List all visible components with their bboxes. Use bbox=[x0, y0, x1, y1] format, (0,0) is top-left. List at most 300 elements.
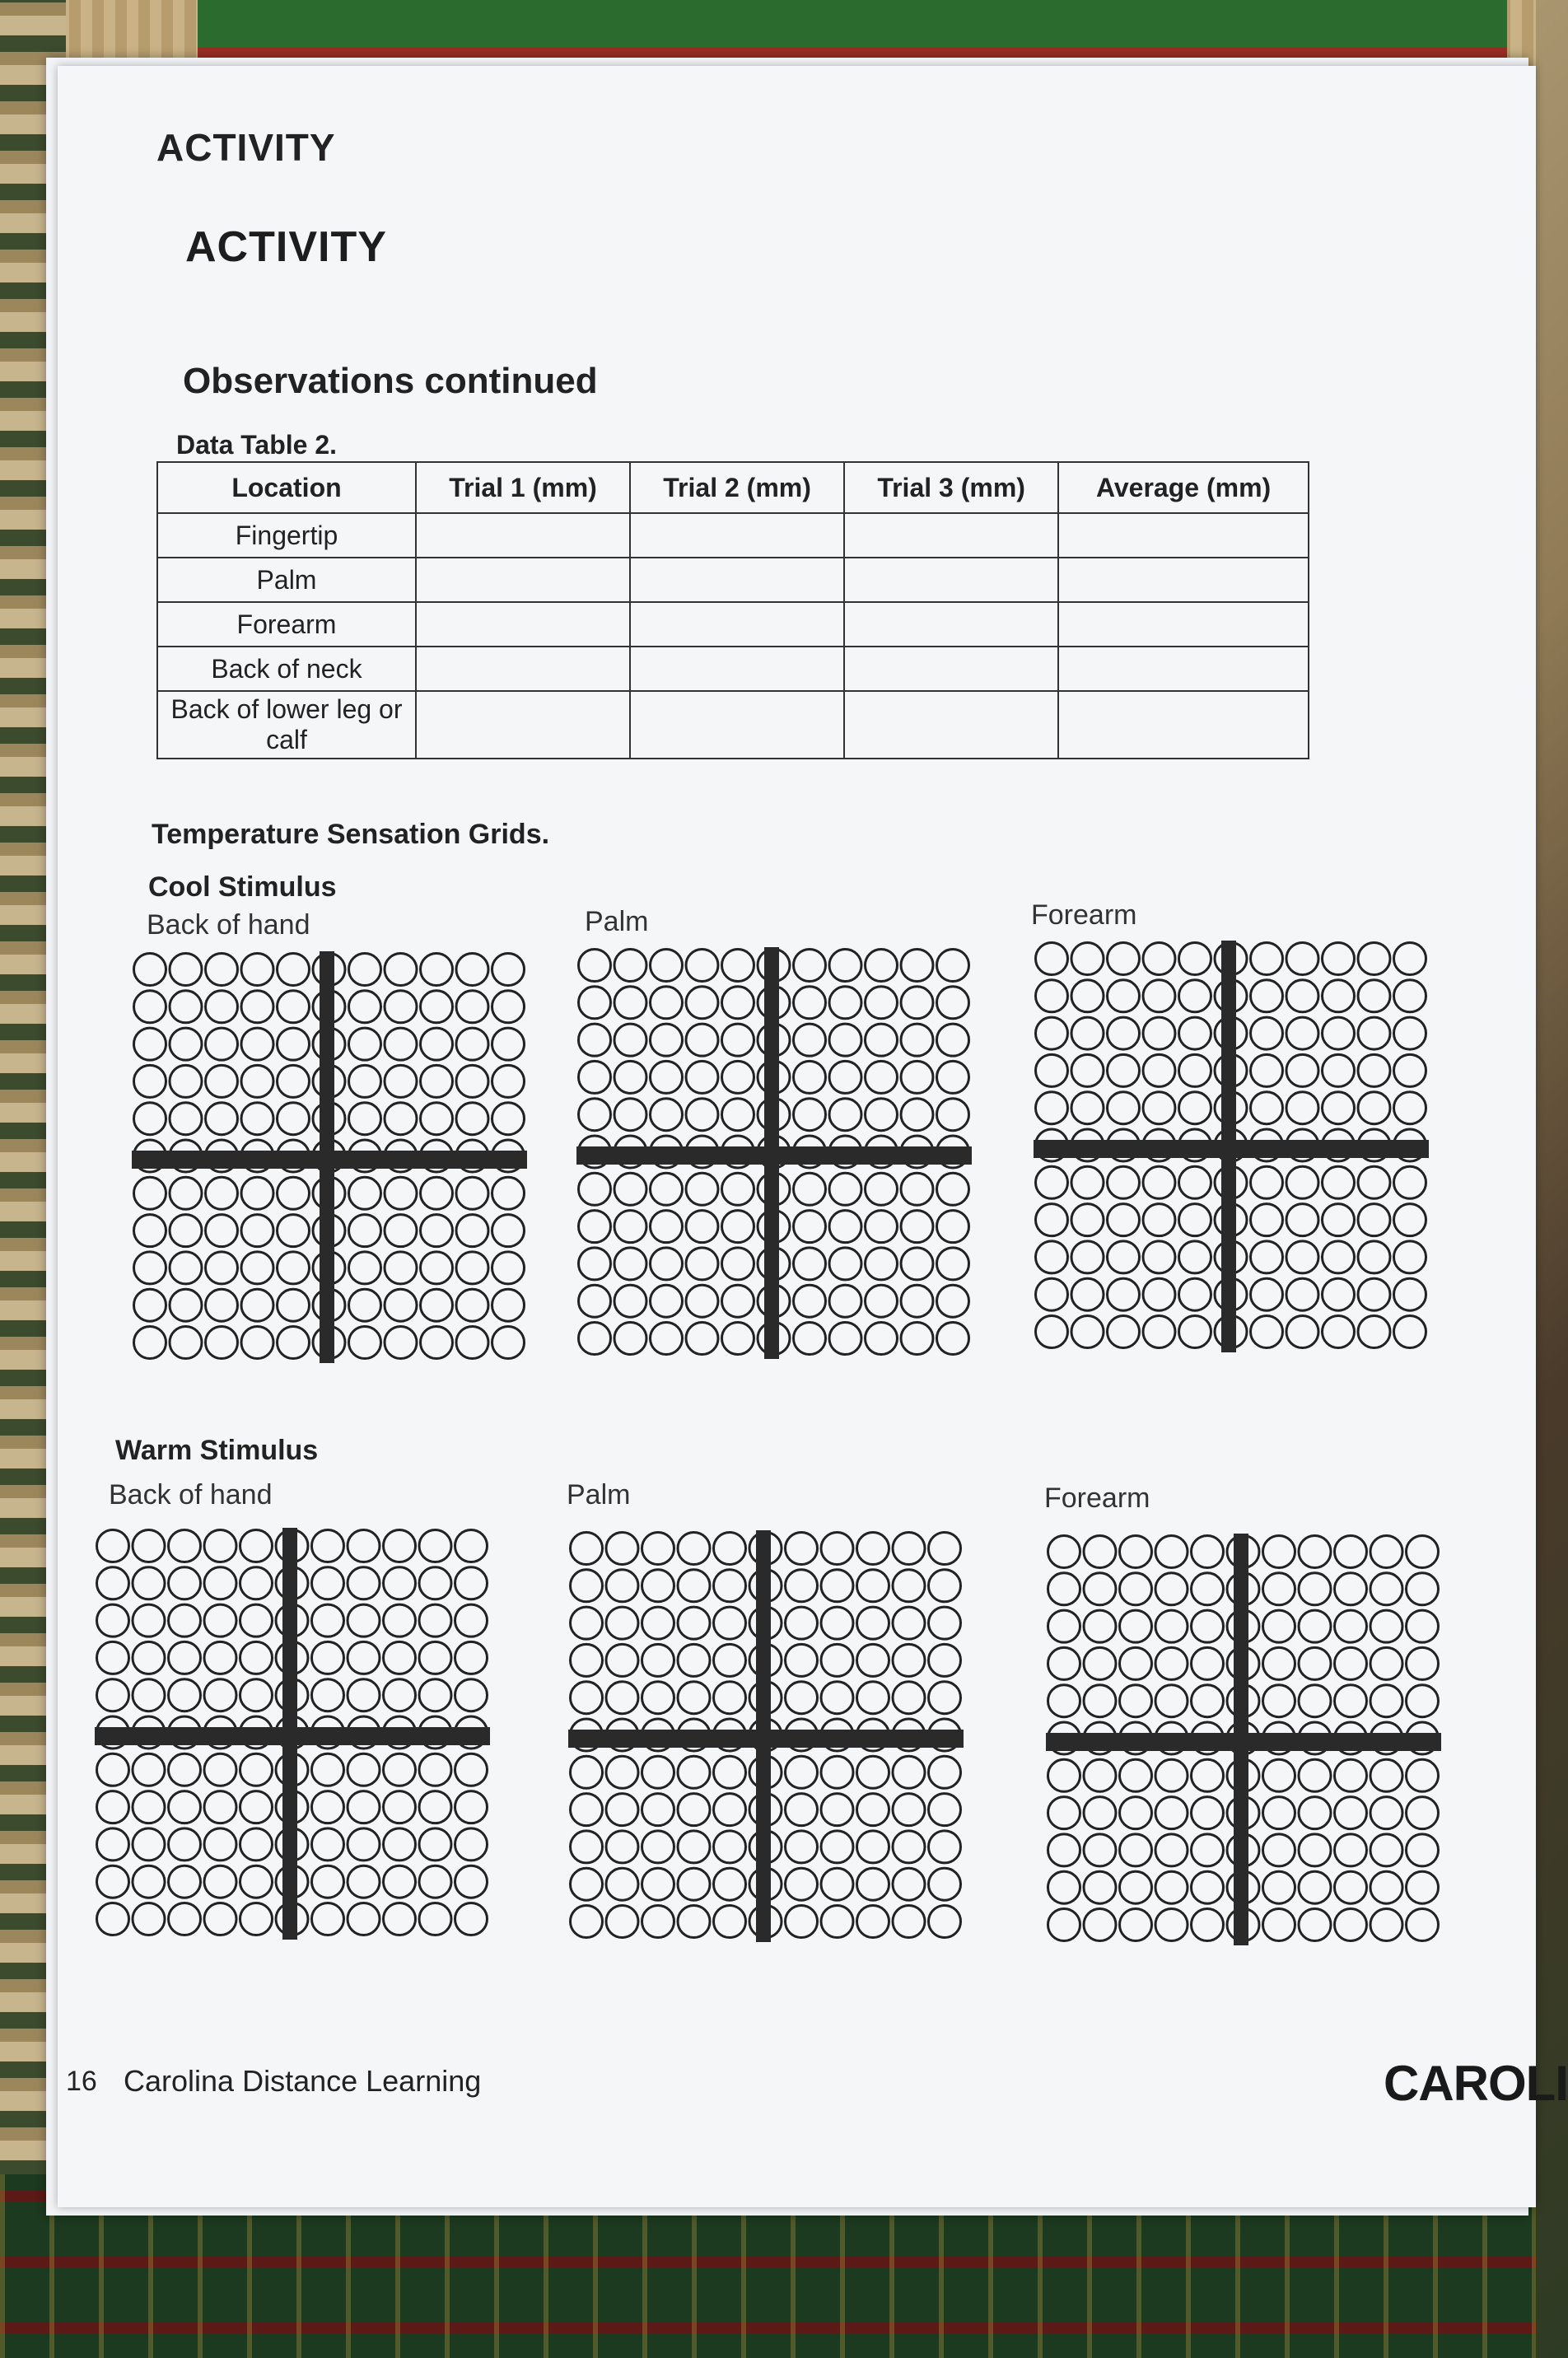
sensation-circle[interactable] bbox=[419, 1604, 451, 1637]
sensation-circle[interactable] bbox=[821, 1644, 853, 1676]
sensation-circle[interactable] bbox=[1155, 1536, 1188, 1568]
sensation-circle[interactable] bbox=[579, 1323, 611, 1355]
sensation-circle[interactable] bbox=[937, 950, 969, 982]
sensation-circle[interactable] bbox=[642, 1831, 674, 1863]
sensation-circle[interactable] bbox=[1299, 1685, 1331, 1717]
sensation-circle[interactable] bbox=[1084, 1573, 1116, 1605]
sensation-circle[interactable] bbox=[606, 1831, 638, 1863]
sensation-circle[interactable] bbox=[1155, 1573, 1188, 1605]
sensation-circle[interactable] bbox=[169, 1828, 201, 1861]
sensation-circle[interactable] bbox=[1358, 1241, 1390, 1273]
sensation-circle[interactable] bbox=[1108, 1092, 1140, 1124]
sensation-circle[interactable] bbox=[829, 1211, 861, 1243]
sensation-circle[interactable] bbox=[206, 1215, 238, 1247]
sensation-circle[interactable] bbox=[1071, 1204, 1104, 1236]
average-cell[interactable] bbox=[1058, 513, 1309, 558]
sensation-circle[interactable] bbox=[1192, 1685, 1224, 1717]
sensation-circle[interactable] bbox=[579, 987, 611, 1019]
sensation-circle[interactable] bbox=[455, 1567, 488, 1599]
sensation-circle[interactable] bbox=[722, 1211, 754, 1243]
sensation-circle[interactable] bbox=[456, 1289, 488, 1321]
sensation-circle[interactable] bbox=[134, 1177, 166, 1209]
sensation-circle[interactable] bbox=[571, 1756, 603, 1788]
sensation-circle[interactable] bbox=[1335, 1573, 1367, 1605]
sensation-circle[interactable] bbox=[348, 1567, 380, 1599]
sensation-circle[interactable] bbox=[1323, 1166, 1355, 1198]
sensation-circle[interactable] bbox=[686, 1211, 718, 1243]
sensation-circle[interactable] bbox=[606, 1906, 638, 1938]
sensation-circle[interactable] bbox=[134, 1028, 166, 1060]
sensation-circle[interactable] bbox=[455, 1865, 488, 1898]
sensation-circle[interactable] bbox=[571, 1831, 603, 1863]
sensation-circle[interactable] bbox=[1048, 1759, 1080, 1791]
sensation-circle[interactable] bbox=[419, 1567, 451, 1599]
sensation-circle[interactable] bbox=[1071, 980, 1104, 1012]
sensation-circle[interactable] bbox=[240, 1903, 273, 1935]
sensation-circle[interactable] bbox=[794, 1248, 826, 1280]
sensation-circle[interactable] bbox=[678, 1794, 710, 1826]
sensation-circle[interactable] bbox=[206, 1028, 238, 1060]
sensation-circle[interactable] bbox=[786, 1794, 818, 1826]
sensation-circle[interactable] bbox=[170, 1065, 202, 1097]
sensation-circle[interactable] bbox=[678, 1906, 710, 1938]
sensation-circle[interactable] bbox=[455, 1604, 488, 1637]
sensation-circle[interactable] bbox=[642, 1607, 674, 1639]
warm-back-of-hand-grid[interactable] bbox=[95, 1528, 490, 1940]
sensation-circle[interactable] bbox=[97, 1828, 129, 1861]
trial-1-cell[interactable] bbox=[416, 691, 630, 759]
sensation-circle[interactable] bbox=[1394, 1204, 1426, 1236]
sensation-circle[interactable] bbox=[866, 1211, 898, 1243]
sensation-circle[interactable] bbox=[821, 1682, 853, 1714]
sensation-circle[interactable] bbox=[714, 1533, 746, 1565]
sensation-circle[interactable] bbox=[579, 950, 611, 982]
sensation-circle[interactable] bbox=[786, 1906, 818, 1938]
sensation-circle[interactable] bbox=[1394, 1017, 1426, 1049]
sensation-circle[interactable] bbox=[1192, 1797, 1224, 1829]
sensation-circle[interactable] bbox=[312, 1828, 344, 1861]
sensation-circle[interactable] bbox=[857, 1868, 889, 1900]
sensation-circle[interactable] bbox=[1179, 1166, 1211, 1198]
sensation-circle[interactable] bbox=[1120, 1871, 1152, 1903]
sensation-circle[interactable] bbox=[786, 1756, 818, 1788]
sensation-circle[interactable] bbox=[714, 1868, 746, 1900]
sensation-circle[interactable] bbox=[1143, 943, 1175, 975]
sensation-circle[interactable] bbox=[348, 1791, 380, 1823]
sensation-circle[interactable] bbox=[893, 1570, 925, 1602]
sensation-circle[interactable] bbox=[901, 987, 933, 1019]
sensation-circle[interactable] bbox=[1251, 1092, 1283, 1124]
sensation-circle[interactable] bbox=[206, 991, 238, 1023]
sensation-circle[interactable] bbox=[348, 1679, 380, 1711]
sensation-circle[interactable] bbox=[866, 1024, 898, 1056]
sensation-circle[interactable] bbox=[241, 1177, 273, 1209]
sensation-circle[interactable] bbox=[1358, 943, 1390, 975]
sensation-circle[interactable] bbox=[204, 1530, 236, 1562]
sensation-circle[interactable] bbox=[686, 1061, 718, 1093]
sensation-circle[interactable] bbox=[1335, 1759, 1367, 1791]
sensation-circle[interactable] bbox=[1192, 1573, 1224, 1605]
sensation-circle[interactable] bbox=[821, 1570, 853, 1602]
trial-2-cell[interactable] bbox=[630, 691, 844, 759]
sensation-circle[interactable] bbox=[240, 1567, 273, 1599]
sensation-circle[interactable] bbox=[241, 1103, 273, 1135]
sensation-circle[interactable] bbox=[240, 1791, 273, 1823]
sensation-circle[interactable] bbox=[455, 1828, 488, 1861]
sensation-circle[interactable] bbox=[821, 1868, 853, 1900]
sensation-circle[interactable] bbox=[786, 1644, 818, 1676]
average-cell[interactable] bbox=[1058, 647, 1309, 691]
sensation-circle[interactable] bbox=[1084, 1685, 1116, 1717]
sensation-circle[interactable] bbox=[614, 1099, 646, 1131]
sensation-circle[interactable] bbox=[642, 1682, 674, 1714]
sensation-circle[interactable] bbox=[1323, 1054, 1355, 1086]
sensation-circle[interactable] bbox=[1251, 1054, 1283, 1086]
sensation-circle[interactable] bbox=[1036, 1054, 1068, 1086]
sensation-circle[interactable] bbox=[722, 1024, 754, 1056]
sensation-circle[interactable] bbox=[1358, 1278, 1390, 1310]
sensation-circle[interactable] bbox=[456, 1215, 488, 1247]
sensation-circle[interactable] bbox=[492, 991, 525, 1023]
sensation-circle[interactable] bbox=[278, 1252, 310, 1284]
sensation-circle[interactable] bbox=[642, 1906, 674, 1938]
sensation-circle[interactable] bbox=[1394, 1316, 1426, 1348]
sensation-circle[interactable] bbox=[857, 1794, 889, 1826]
sensation-circle[interactable] bbox=[1299, 1759, 1331, 1791]
sensation-circle[interactable] bbox=[1251, 1278, 1283, 1310]
sensation-circle[interactable] bbox=[686, 1285, 718, 1317]
sensation-circle[interactable] bbox=[1108, 1017, 1140, 1049]
sensation-circle[interactable] bbox=[686, 1099, 718, 1131]
sensation-circle[interactable] bbox=[169, 1903, 201, 1935]
sensation-circle[interactable] bbox=[419, 1828, 451, 1861]
sensation-circle[interactable] bbox=[1263, 1536, 1295, 1568]
sensation-circle[interactable] bbox=[1370, 1759, 1402, 1791]
sensation-circle[interactable] bbox=[312, 1753, 344, 1786]
sensation-circle[interactable] bbox=[606, 1644, 638, 1676]
sensation-circle[interactable] bbox=[169, 1641, 201, 1674]
sensation-circle[interactable] bbox=[1263, 1685, 1295, 1717]
sensation-circle[interactable] bbox=[714, 1607, 746, 1639]
sensation-circle[interactable] bbox=[204, 1641, 236, 1674]
sensation-circle[interactable] bbox=[1323, 1278, 1355, 1310]
sensation-circle[interactable] bbox=[385, 1103, 417, 1135]
sensation-circle[interactable] bbox=[893, 1794, 925, 1826]
sensation-circle[interactable] bbox=[786, 1607, 818, 1639]
sensation-circle[interactable] bbox=[794, 987, 826, 1019]
sensation-circle[interactable] bbox=[579, 1173, 611, 1205]
sensation-circle[interactable] bbox=[929, 1533, 961, 1565]
trial-2-cell[interactable] bbox=[630, 513, 844, 558]
sensation-circle[interactable] bbox=[1286, 1017, 1318, 1049]
sensation-circle[interactable] bbox=[642, 1756, 674, 1788]
sensation-circle[interactable] bbox=[492, 1177, 525, 1209]
sensation-circle[interactable] bbox=[571, 1868, 603, 1900]
sensation-circle[interactable] bbox=[241, 954, 273, 986]
sensation-circle[interactable] bbox=[1407, 1573, 1439, 1605]
sensation-circle[interactable] bbox=[651, 1061, 683, 1093]
sensation-circle[interactable] bbox=[241, 991, 273, 1023]
sensation-circle[interactable] bbox=[1323, 980, 1355, 1012]
sensation-circle[interactable] bbox=[455, 1791, 488, 1823]
sensation-circle[interactable] bbox=[901, 1099, 933, 1131]
sensation-circle[interactable] bbox=[349, 1289, 381, 1321]
sensation-circle[interactable] bbox=[1084, 1647, 1116, 1679]
sensation-circle[interactable] bbox=[1179, 1316, 1211, 1348]
sensation-circle[interactable] bbox=[169, 1679, 201, 1711]
sensation-circle[interactable] bbox=[240, 1679, 273, 1711]
sensation-circle[interactable] bbox=[1108, 1241, 1140, 1273]
sensation-circle[interactable] bbox=[1155, 1834, 1188, 1866]
sensation-circle[interactable] bbox=[385, 1252, 417, 1284]
sensation-circle[interactable] bbox=[1143, 1241, 1175, 1273]
sensation-circle[interactable] bbox=[456, 1252, 488, 1284]
sensation-circle[interactable] bbox=[1263, 1834, 1295, 1866]
sensation-circle[interactable] bbox=[1286, 1278, 1318, 1310]
sensation-circle[interactable] bbox=[1179, 1017, 1211, 1049]
sensation-circle[interactable] bbox=[1407, 1834, 1439, 1866]
sensation-circle[interactable] bbox=[1192, 1610, 1224, 1642]
sensation-circle[interactable] bbox=[134, 1252, 166, 1284]
sensation-circle[interactable] bbox=[1286, 1204, 1318, 1236]
sensation-circle[interactable] bbox=[1036, 1278, 1068, 1310]
sensation-circle[interactable] bbox=[204, 1567, 236, 1599]
sensation-circle[interactable] bbox=[492, 1289, 525, 1321]
sensation-circle[interactable] bbox=[866, 1061, 898, 1093]
sensation-circle[interactable] bbox=[204, 1828, 236, 1861]
sensation-circle[interactable] bbox=[492, 1028, 525, 1060]
sensation-circle[interactable] bbox=[1358, 1017, 1390, 1049]
sensation-circle[interactable] bbox=[1370, 1573, 1402, 1605]
sensation-circle[interactable] bbox=[133, 1865, 165, 1898]
sensation-circle[interactable] bbox=[821, 1906, 853, 1938]
sensation-circle[interactable] bbox=[714, 1682, 746, 1714]
sensation-circle[interactable] bbox=[1143, 1204, 1175, 1236]
sensation-circle[interactable] bbox=[714, 1831, 746, 1863]
sensation-circle[interactable] bbox=[241, 1289, 273, 1321]
sensation-circle[interactable] bbox=[794, 950, 826, 982]
sensation-circle[interactable] bbox=[829, 1061, 861, 1093]
sensation-circle[interactable] bbox=[349, 1252, 381, 1284]
sensation-circle[interactable] bbox=[606, 1756, 638, 1788]
sensation-circle[interactable] bbox=[929, 1756, 961, 1788]
sensation-circle[interactable] bbox=[385, 1215, 417, 1247]
sensation-circle[interactable] bbox=[642, 1533, 674, 1565]
sensation-circle[interactable] bbox=[1394, 1166, 1426, 1198]
sensation-circle[interactable] bbox=[579, 1024, 611, 1056]
sensation-circle[interactable] bbox=[169, 1530, 201, 1562]
sensation-circle[interactable] bbox=[241, 1065, 273, 1097]
sensation-circle[interactable] bbox=[1036, 943, 1068, 975]
sensation-circle[interactable] bbox=[579, 1099, 611, 1131]
sensation-circle[interactable] bbox=[614, 950, 646, 982]
sensation-circle[interactable] bbox=[893, 1682, 925, 1714]
sensation-circle[interactable] bbox=[312, 1903, 344, 1935]
sensation-circle[interactable] bbox=[133, 1903, 165, 1935]
sensation-circle[interactable] bbox=[1407, 1685, 1439, 1717]
sensation-circle[interactable] bbox=[1143, 1166, 1175, 1198]
sensation-circle[interactable] bbox=[1120, 1573, 1152, 1605]
sensation-circle[interactable] bbox=[419, 1753, 451, 1786]
sensation-circle[interactable] bbox=[829, 1024, 861, 1056]
sensation-circle[interactable] bbox=[1299, 1834, 1331, 1866]
sensation-circle[interactable] bbox=[1179, 1204, 1211, 1236]
sensation-circle[interactable] bbox=[1299, 1573, 1331, 1605]
sensation-circle[interactable] bbox=[1071, 1017, 1104, 1049]
sensation-circle[interactable] bbox=[1048, 1909, 1080, 1941]
sensation-circle[interactable] bbox=[206, 1103, 238, 1135]
sensation-circle[interactable] bbox=[686, 1173, 718, 1205]
sensation-circle[interactable] bbox=[1120, 1834, 1152, 1866]
sensation-circle[interactable] bbox=[421, 991, 453, 1023]
sensation-circle[interactable] bbox=[1084, 1759, 1116, 1791]
sensation-circle[interactable] bbox=[937, 1061, 969, 1093]
sensation-circle[interactable] bbox=[278, 1289, 310, 1321]
sensation-circle[interactable] bbox=[456, 1065, 488, 1097]
sensation-circle[interactable] bbox=[421, 1103, 453, 1135]
sensation-circle[interactable] bbox=[821, 1607, 853, 1639]
sensation-circle[interactable] bbox=[169, 1753, 201, 1786]
sensation-circle[interactable] bbox=[169, 1567, 201, 1599]
sensation-circle[interactable] bbox=[492, 1103, 525, 1135]
sensation-circle[interactable] bbox=[384, 1567, 416, 1599]
sensation-circle[interactable] bbox=[893, 1607, 925, 1639]
sensation-circle[interactable] bbox=[204, 1791, 236, 1823]
sensation-circle[interactable] bbox=[714, 1644, 746, 1676]
sensation-circle[interactable] bbox=[1036, 980, 1068, 1012]
sensation-circle[interactable] bbox=[1263, 1909, 1295, 1941]
sensation-circle[interactable] bbox=[349, 1065, 381, 1097]
sensation-circle[interactable] bbox=[1155, 1685, 1188, 1717]
sensation-circle[interactable] bbox=[937, 1211, 969, 1243]
sensation-circle[interactable] bbox=[866, 1285, 898, 1317]
sensation-circle[interactable] bbox=[384, 1753, 416, 1786]
sensation-circle[interactable] bbox=[456, 954, 488, 986]
sensation-circle[interactable] bbox=[1323, 1092, 1355, 1124]
sensation-circle[interactable] bbox=[1071, 943, 1104, 975]
sensation-circle[interactable] bbox=[97, 1567, 129, 1599]
sensation-circle[interactable] bbox=[929, 1682, 961, 1714]
sensation-circle[interactable] bbox=[312, 1567, 344, 1599]
sensation-circle[interactable] bbox=[384, 1903, 416, 1935]
sensation-circle[interactable] bbox=[829, 1173, 861, 1205]
average-cell[interactable] bbox=[1058, 691, 1309, 759]
sensation-circle[interactable] bbox=[678, 1682, 710, 1714]
sensation-circle[interactable] bbox=[614, 1323, 646, 1355]
sensation-circle[interactable] bbox=[1143, 980, 1175, 1012]
sensation-circle[interactable] bbox=[901, 950, 933, 982]
sensation-circle[interactable] bbox=[614, 1248, 646, 1280]
sensation-circle[interactable] bbox=[857, 1533, 889, 1565]
sensation-circle[interactable] bbox=[456, 1327, 488, 1359]
sensation-circle[interactable] bbox=[1286, 1316, 1318, 1348]
sensation-circle[interactable] bbox=[206, 1289, 238, 1321]
sensation-circle[interactable] bbox=[893, 1831, 925, 1863]
sensation-circle[interactable] bbox=[857, 1682, 889, 1714]
sensation-circle[interactable] bbox=[134, 1215, 166, 1247]
trial-2-cell[interactable] bbox=[630, 647, 844, 691]
sensation-circle[interactable] bbox=[1394, 980, 1426, 1012]
sensation-circle[interactable] bbox=[1286, 1054, 1318, 1086]
sensation-circle[interactable] bbox=[901, 1173, 933, 1205]
sensation-circle[interactable] bbox=[829, 1099, 861, 1131]
sensation-circle[interactable] bbox=[384, 1791, 416, 1823]
sensation-circle[interactable] bbox=[1036, 1166, 1068, 1198]
sensation-circle[interactable] bbox=[97, 1641, 129, 1674]
sensation-circle[interactable] bbox=[929, 1868, 961, 1900]
sensation-circle[interactable] bbox=[857, 1756, 889, 1788]
sensation-circle[interactable] bbox=[937, 1323, 969, 1355]
sensation-circle[interactable] bbox=[421, 1177, 453, 1209]
sensation-circle[interactable] bbox=[1120, 1610, 1152, 1642]
sensation-circle[interactable] bbox=[678, 1533, 710, 1565]
sensation-circle[interactable] bbox=[1192, 1909, 1224, 1941]
sensation-circle[interactable] bbox=[134, 1103, 166, 1135]
sensation-circle[interactable] bbox=[1108, 1204, 1140, 1236]
sensation-circle[interactable] bbox=[821, 1794, 853, 1826]
sensation-circle[interactable] bbox=[278, 1028, 310, 1060]
sensation-circle[interactable] bbox=[97, 1679, 129, 1711]
sensation-circle[interactable] bbox=[1286, 1241, 1318, 1273]
sensation-circle[interactable] bbox=[421, 1215, 453, 1247]
sensation-circle[interactable] bbox=[794, 1285, 826, 1317]
sensation-circle[interactable] bbox=[722, 1061, 754, 1093]
sensation-circle[interactable] bbox=[794, 1024, 826, 1056]
sensation-circle[interactable] bbox=[722, 1248, 754, 1280]
sensation-circle[interactable] bbox=[829, 987, 861, 1019]
sensation-circle[interactable] bbox=[1048, 1536, 1080, 1568]
sensation-circle[interactable] bbox=[1335, 1871, 1367, 1903]
sensation-circle[interactable] bbox=[714, 1756, 746, 1788]
sensation-circle[interactable] bbox=[1370, 1797, 1402, 1829]
sensation-circle[interactable] bbox=[133, 1530, 165, 1562]
sensation-circle[interactable] bbox=[857, 1644, 889, 1676]
sensation-circle[interactable] bbox=[419, 1791, 451, 1823]
sensation-circle[interactable] bbox=[385, 954, 417, 986]
sensation-circle[interactable] bbox=[1263, 1647, 1295, 1679]
sensation-circle[interactable] bbox=[1335, 1685, 1367, 1717]
sensation-circle[interactable] bbox=[1407, 1909, 1439, 1941]
sensation-circle[interactable] bbox=[579, 1211, 611, 1243]
sensation-circle[interactable] bbox=[1143, 1092, 1175, 1124]
sensation-circle[interactable] bbox=[278, 991, 310, 1023]
cool-forearm-grid[interactable] bbox=[1034, 941, 1429, 1352]
sensation-circle[interactable] bbox=[571, 1644, 603, 1676]
trial-3-cell[interactable] bbox=[844, 691, 1058, 759]
sensation-circle[interactable] bbox=[1299, 1610, 1331, 1642]
sensation-circle[interactable] bbox=[1370, 1909, 1402, 1941]
sensation-circle[interactable] bbox=[1263, 1759, 1295, 1791]
sensation-circle[interactable] bbox=[678, 1570, 710, 1602]
sensation-circle[interactable] bbox=[606, 1682, 638, 1714]
sensation-circle[interactable] bbox=[794, 1061, 826, 1093]
sensation-circle[interactable] bbox=[929, 1570, 961, 1602]
sensation-circle[interactable] bbox=[97, 1604, 129, 1637]
trial-1-cell[interactable] bbox=[416, 602, 630, 647]
sensation-circle[interactable] bbox=[571, 1533, 603, 1565]
sensation-circle[interactable] bbox=[1370, 1610, 1402, 1642]
sensation-circle[interactable] bbox=[1084, 1871, 1116, 1903]
sensation-circle[interactable] bbox=[1155, 1871, 1188, 1903]
sensation-circle[interactable] bbox=[722, 1285, 754, 1317]
sensation-circle[interactable] bbox=[651, 1323, 683, 1355]
sensation-circle[interactable] bbox=[614, 1285, 646, 1317]
sensation-circle[interactable] bbox=[133, 1753, 165, 1786]
sensation-circle[interactable] bbox=[349, 1103, 381, 1135]
sensation-circle[interactable] bbox=[651, 1099, 683, 1131]
sensation-circle[interactable] bbox=[1143, 1054, 1175, 1086]
sensation-circle[interactable] bbox=[821, 1756, 853, 1788]
